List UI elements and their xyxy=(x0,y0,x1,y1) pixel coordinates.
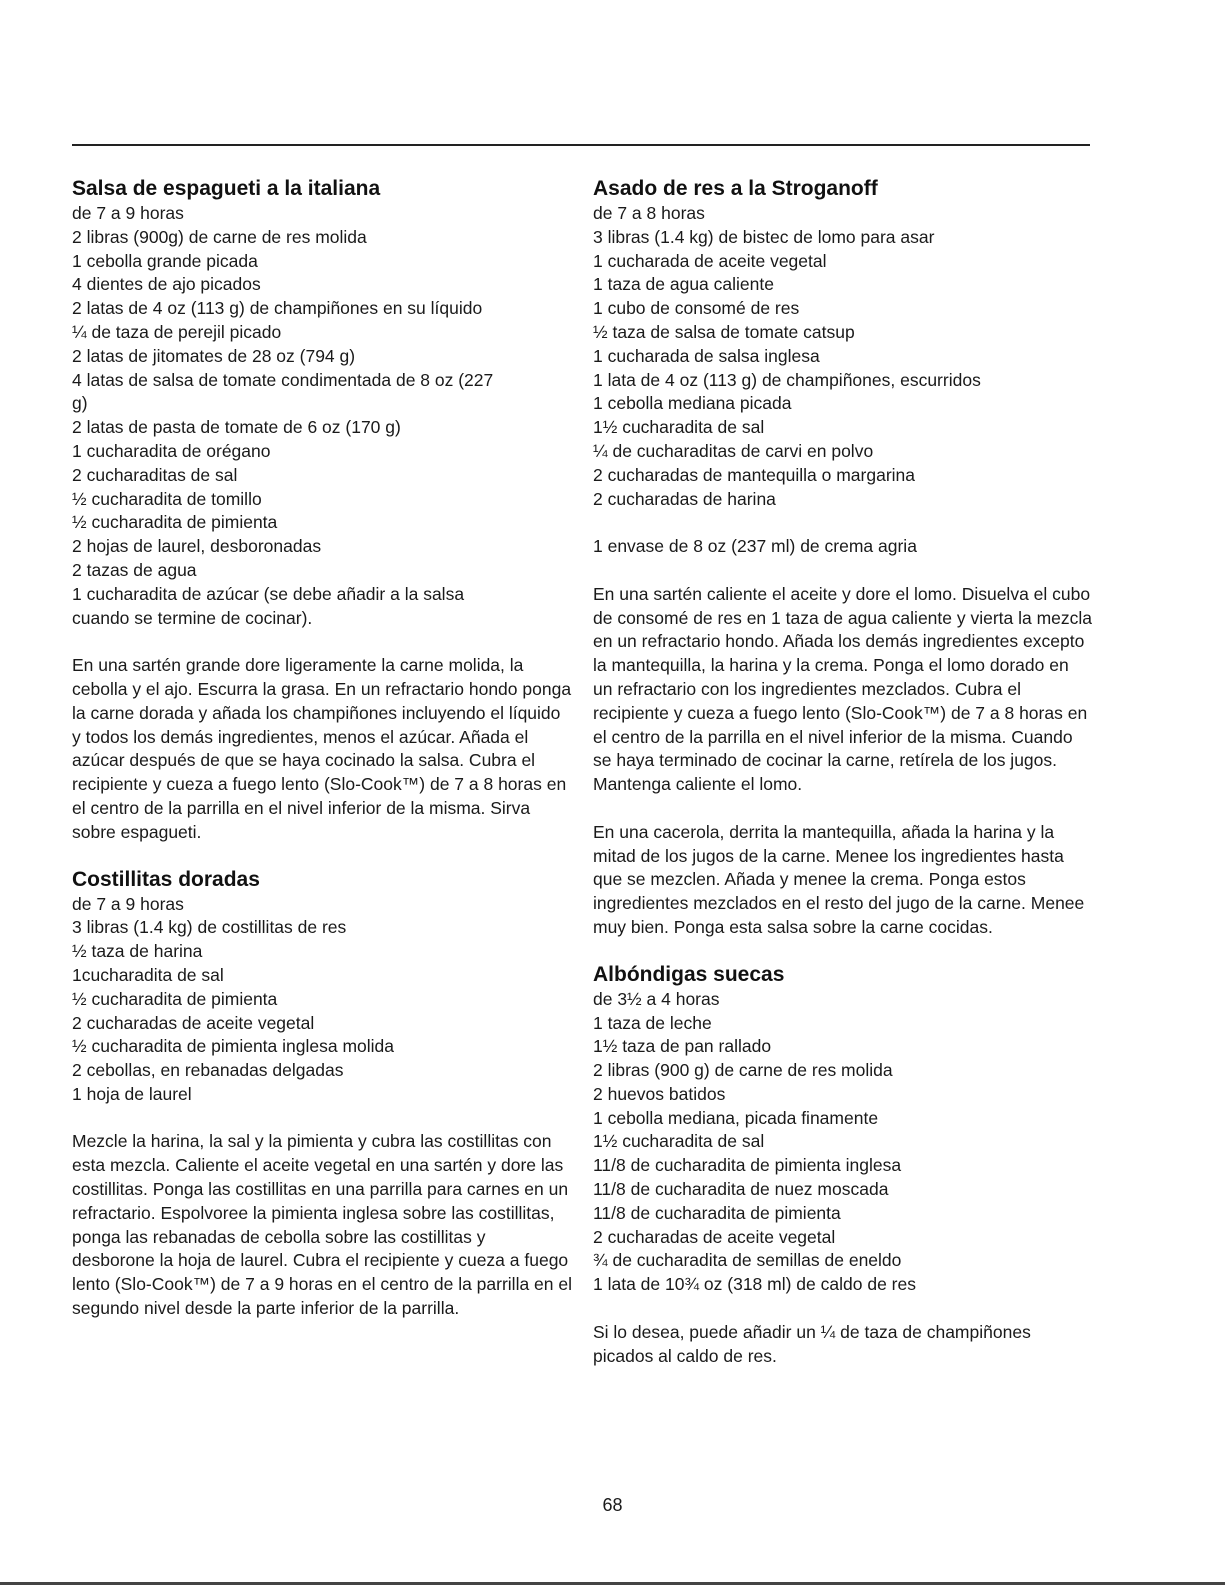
right-column xyxy=(593,176,1093,1368)
recipe-time: de 7 a 9 horas xyxy=(72,203,184,223)
ingredient: 1 cebolla grande picada xyxy=(72,250,258,271)
ingredient: 2 cucharadas de aceite vegetal xyxy=(72,1012,315,1033)
ingredient: 2 tazas de agua xyxy=(72,559,197,580)
ingredient: 1 cubo de consomé de res xyxy=(593,298,800,319)
ingredient: 11/8 de cucharadita de pimienta xyxy=(593,1202,841,1223)
recipe-time: de 7 a 9 horas xyxy=(72,893,184,914)
ingredient: 4 dientes de ajo picados xyxy=(72,274,261,295)
ingredient: 1 cucharada de salsa inglesa xyxy=(593,345,820,366)
ingredient: ½ cucharadita de pimienta xyxy=(72,988,278,1009)
recipe-title: Asado de res a la Stroganoff xyxy=(593,177,878,200)
recipe-title: Costillitas doradas xyxy=(72,867,260,891)
ingredient: 2 cucharaditas de sal xyxy=(72,464,238,485)
ingredient: 2 cucharadas de aceite vegetal xyxy=(593,1226,836,1247)
ingredient: 1 taza de leche xyxy=(593,1012,712,1033)
ingredient: 2 latas de jitomates de 28 oz (794 g) xyxy=(72,345,356,366)
left-column xyxy=(72,176,572,1321)
ingredient: 2 hojas de laurel, desboronadas xyxy=(72,536,322,557)
ingredient: 1½ cucharadita de sal xyxy=(593,417,765,438)
ingredient: 3 libras (1.4 kg) de costillitas de res xyxy=(72,917,347,938)
instruction-paragraph: Mezcle la harina, la sal y la pimienta y cubra las costillitas con esta mezcla. Caliente el aceite vegetal en una sartén y dore las costillitas. Ponga las costillitas en una parrilla para carnes en un refractario. Espolvoree la pimienta inglesa sobre las costillitas, ponga las rebanadas de cebolla sobre las costillitas y desborone la hoja de laurel. Cubra el recipiente y cueza a fuego lento (Slo-Cook™) de 7 a 9 horas en el centro de la parrilla en el segundo nivel desde la parte inferior de la parrilla. xyxy=(72,1131,572,1319)
ingredient: 1 hoja de laurel xyxy=(72,1083,192,1104)
ingredient: 2 latas de pasta de tomate de 6 oz (170 g) xyxy=(72,417,401,438)
ingredient: 2 cucharadas de harina xyxy=(593,488,776,509)
ingredient: 1 envase de 8 oz (237 ml) de crema agria xyxy=(593,536,917,557)
ingredient: cuando se termine de cocinar). xyxy=(72,607,313,628)
recipe-asado-stroganoff xyxy=(593,176,1093,940)
ingredient: 1 cucharadita de azúcar (se debe añadir a la salsa xyxy=(72,583,465,604)
instruction-paragraph: En una sartén caliente el aceite y dore el lomo. Disuelva el cubo de consomé de res en 1 taza de agua caliente y vierta la mezcla en un refractario hondo. Añada los demás ingredientes excepto la mantequilla, la harina y la crema. Ponga el lomo dorado en un refractario con los ingredientes mezclados. Cubra el recipiente y cueza a fuego lento (Slo-Cook™) de 7 a 8 horas en el centro de la parrilla en el nivel inferior de la misma. Cuando se haya terminado de cocinar la carne, retírela de los jugos. Mantenga caliente el lomo. xyxy=(593,583,1093,795)
ingredient: 1 cebolla mediana picada xyxy=(593,393,792,414)
ingredient: ½ taza de salsa de tomate catsup xyxy=(593,321,855,342)
ingredient: 11/8 de cucharadita de pimienta inglesa xyxy=(593,1155,902,1176)
recipe-costillitas xyxy=(72,867,572,1321)
ingredient: 1 lata de 4 oz (113 g) de champiñones, escurridos xyxy=(593,369,981,390)
recipe-title: Albóndigas suecas xyxy=(593,962,785,986)
ingredient: 2 libras (900g) de carne de res molida xyxy=(72,226,367,247)
ingredient: 2 cebollas, en rebanadas delgadas xyxy=(72,1060,344,1081)
page-number: 68 xyxy=(602,1495,623,1515)
instruction-paragraph: En una cacerola, derrita la mantequilla, añada la harina y la mitad de los jugos de la carne. Menee los ingredientes hasta que se mezclen. Añada y menee la crema. Ponga estos ingredientes mezclados en el resto del jugo de la carne. Menee muy bien. Ponga esta salsa sobre la carne cocidas. xyxy=(593,821,1085,937)
recipe-salsa-espagueti xyxy=(72,176,572,845)
recipe-time: de 7 a 8 horas xyxy=(593,203,705,223)
ingredient: 2 huevos batidos xyxy=(593,1083,726,1104)
ingredient: 2 cucharadas de mantequilla o margarina xyxy=(593,464,915,485)
recipe-title: Salsa de espagueti a la italiana xyxy=(72,177,381,200)
ingredient: 4 latas de salsa de tomate condimentada de 8 oz (227 xyxy=(72,369,494,390)
ingredient-list xyxy=(72,226,572,631)
ingredient: 1 cucharada de aceite vegetal xyxy=(593,250,827,271)
recipe-time: de 3½ a 4 horas xyxy=(593,988,720,1009)
instruction-paragraph: Si lo desea, puede añadir un ¼ de taza de champiñones picados al caldo de res. xyxy=(593,1321,1031,1366)
ingredient: ½ taza de harina xyxy=(72,941,203,962)
ingredient: 11/8 de cucharadita de nuez moscada xyxy=(593,1179,889,1200)
ingredient: 2 latas de 4 oz (113 g) de champiñones en su líquido xyxy=(72,298,483,319)
ingredient: 1 lata de 10¾ oz (318 ml) de caldo de res xyxy=(593,1274,916,1295)
ingredient-list xyxy=(593,1012,1093,1298)
ingredient-list xyxy=(72,916,572,1106)
recipe-albondigas xyxy=(593,962,1093,1369)
ingredient: 2 libras (900 g) de carne de res molida xyxy=(593,1060,893,1081)
ingredient: 3 libras (1.4 kg) de bistec de lomo para asar xyxy=(593,226,935,247)
ingredient: ½ cucharadita de pimienta xyxy=(72,512,278,533)
ingredient: 1cucharadita de sal xyxy=(72,964,224,985)
ingredient: 1 cucharadita de orégano xyxy=(72,440,271,461)
ingredient-list xyxy=(593,226,1093,559)
instruction-paragraph: En una sartén grande dore ligeramente la carne molida, la cebolla y el ajo. Escurra la grasa. En un refractario hondo ponga la carne dorada y añada los champiñones incluyendo el líquido y todos los demás ingredientes, menos el azúcar. Añada el azúcar después de que se haya cocinado la salsa. Cubra el recipiente y cueza a fuego lento (Slo-Cook™) de 7 a 8 horas en el centro de la parrilla en el nivel inferior de la misma. Sirva sobre espagueti. xyxy=(72,655,572,842)
ingredient: ¼ de taza de perejil picado xyxy=(72,321,282,342)
ingredient: ¾ de cucharadita de semillas de eneldo xyxy=(593,1250,902,1271)
ingredient: ½ cucharadita de pimienta inglesa molida xyxy=(72,1036,394,1057)
ingredient: 1 cebolla mediana, picada finamente xyxy=(593,1107,879,1128)
ingredient: ¼ de cucharaditas de carvi en polvo xyxy=(593,440,874,461)
ingredient: ½ cucharadita de tomillo xyxy=(72,488,262,509)
top-rule xyxy=(72,144,1090,146)
ingredient: 1½ cucharadita de sal xyxy=(593,1131,765,1152)
ingredient: g) xyxy=(72,393,88,414)
ingredient: 1 taza de agua caliente xyxy=(593,274,774,295)
ingredient: 1½ taza de pan rallado xyxy=(593,1036,772,1057)
